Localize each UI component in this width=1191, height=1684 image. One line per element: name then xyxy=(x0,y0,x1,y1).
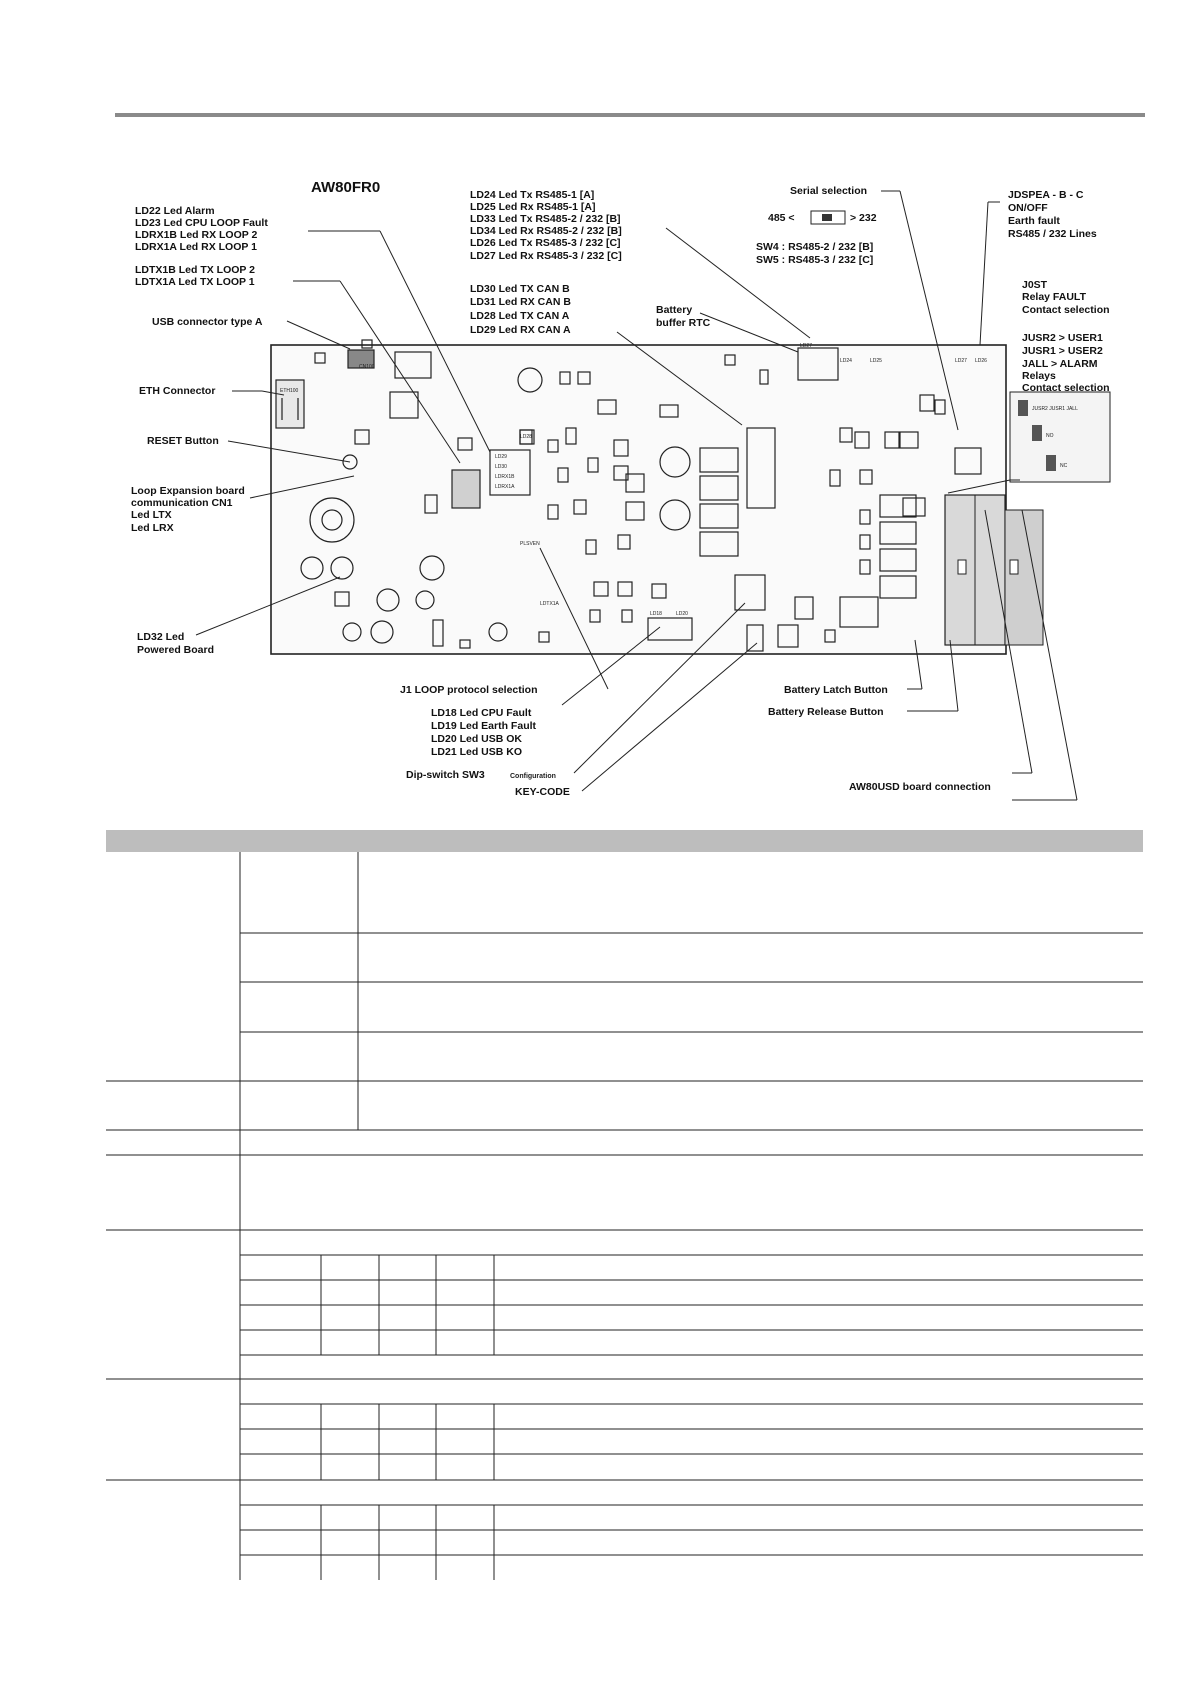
svg-text:NO: NO xyxy=(1046,433,1054,439)
label-battery-latch: Battery Latch Button xyxy=(784,684,888,696)
svg-text:LD28 Led TX CAN A: LD28 Led TX CAN A xyxy=(470,310,570,322)
svg-text:LDTX1B Led TX LOOP 2: LDTX1B Led TX LOOP 2 xyxy=(135,264,255,276)
svg-text:LD22 Led Alarm: LD22 Led Alarm xyxy=(135,205,215,217)
svg-text:LD30: LD30 xyxy=(495,464,507,470)
svg-text:Relays: Relays xyxy=(1022,370,1056,382)
svg-text:Powered Board: Powered Board xyxy=(137,644,215,656)
label-sw5: SW5 : RS485-3 / 232 [C] xyxy=(756,254,874,266)
svg-text:LD29 Led RX CAN A: LD29 Led RX CAN A xyxy=(470,324,571,336)
svg-text:JUSR2 > USER1: JUSR2 > USER1 xyxy=(1022,332,1103,344)
svg-text:JUSR1 > USER2: JUSR1 > USER2 xyxy=(1022,345,1103,357)
label-reset: RESET Button xyxy=(147,435,219,447)
svg-text:LDRX1A Led RX LOOP 1: LDRX1A Led RX LOOP 1 xyxy=(135,241,257,253)
svg-text:NC: NC xyxy=(1060,463,1068,469)
label-j1: J1 LOOP protocol selection xyxy=(400,684,538,696)
svg-text:LD30 Led TX CAN B: LD30 Led TX CAN B xyxy=(470,283,570,295)
svg-text:CN100: CN100 xyxy=(359,364,375,370)
svg-text:ETH100: ETH100 xyxy=(280,388,299,394)
svg-text:LDRX1B: LDRX1B xyxy=(495,474,515,480)
svg-text:JDSPEA - B - C: JDSPEA - B - C xyxy=(1008,189,1084,201)
svg-text:LD27: LD27 xyxy=(800,343,812,349)
svg-text:LD23 Led CPU LOOP Fault: LD23 Led CPU LOOP Fault xyxy=(135,217,268,229)
svg-text:LD18: LD18 xyxy=(650,611,662,617)
svg-text:LD26: LD26 xyxy=(975,358,987,364)
svg-text:LD21 Led USB KO: LD21 Led USB KO xyxy=(431,746,523,758)
svg-text:LD20 Led USB OK: LD20 Led USB OK xyxy=(431,733,523,745)
svg-text:LDTX1A: LDTX1A xyxy=(540,601,559,607)
svg-text:LD29: LD29 xyxy=(495,454,507,460)
svg-text:LD33 Led Tx RS485-2 / 232 [B]: LD33 Led Tx RS485-2 / 232 [B] xyxy=(470,213,621,225)
svg-text:LD24: LD24 xyxy=(840,358,852,364)
svg-text:LD28: LD28 xyxy=(520,434,532,440)
svg-text:LDRX1B Led RX LOOP 2: LDRX1B Led RX LOOP 2 xyxy=(135,229,258,241)
svg-text:LD27 Led Rx RS485-3 / 232 [C]: LD27 Led Rx RS485-3 / 232 [C] xyxy=(470,250,622,262)
svg-text:LD25 Led Rx RS485-1 [A]: LD25 Led Rx RS485-1 [A] xyxy=(470,201,596,213)
svg-text:JALL > ALARM: JALL > ALARM xyxy=(1022,358,1098,370)
svg-text:LD25: LD25 xyxy=(870,358,882,364)
svg-text:Earth fault: Earth fault xyxy=(1008,215,1060,227)
svg-text:PLSVEN: PLSVEN xyxy=(520,541,540,547)
svg-text:JUSR2 JUSR1 JALL: JUSR2 JUSR1 JALL xyxy=(1032,406,1078,412)
label-serial-selection: Serial selection xyxy=(790,185,868,197)
svg-text:Led LRX: Led LRX xyxy=(131,522,174,534)
svg-text:J0ST: J0ST xyxy=(1022,279,1048,291)
label-eth: ETH Connector xyxy=(139,385,216,397)
label-sw4: SW4 : RS485-2 / 232 [B] xyxy=(756,241,874,253)
svg-text:Led LTX: Led LTX xyxy=(131,509,172,521)
svg-text:buffer RTC: buffer RTC xyxy=(656,317,711,329)
svg-text:LD27: LD27 xyxy=(955,358,967,364)
svg-text:Contact selection: Contact selection xyxy=(1022,382,1110,394)
svg-text:communication CN1: communication CN1 xyxy=(131,497,233,509)
svg-text:Relay FAULT: Relay FAULT xyxy=(1022,291,1086,303)
svg-text:LD18 Led CPU Fault: LD18 Led CPU Fault xyxy=(431,707,532,719)
svg-text:485 <: 485 < xyxy=(768,212,795,224)
label-keycode: KEY-CODE xyxy=(515,786,570,798)
svg-text:Contact selection: Contact selection xyxy=(1022,304,1110,316)
svg-text:LDRX1A: LDRX1A xyxy=(495,484,515,490)
svg-text:LD19 Led Earth Fault: LD19 Led Earth Fault xyxy=(431,720,537,732)
svg-text:LDTX1A Led TX LOOP 1: LDTX1A Led TX LOOP 1 xyxy=(135,276,255,288)
label-battery-release: Battery Release Button xyxy=(768,706,884,718)
svg-text:LD26 Led Tx RS485-3 / 232 [C]: LD26 Led Tx RS485-3 / 232 [C] xyxy=(470,237,621,249)
label-usb: USB connector type A xyxy=(152,316,263,328)
svg-text:LD34 Led Rx RS485-2 / 232 [B]: LD34 Led Rx RS485-2 / 232 [B] xyxy=(470,225,622,237)
svg-text:Dip-switch SW3: Dip-switch SW3 xyxy=(406,769,485,781)
svg-text:LD32 Led: LD32 Led xyxy=(137,631,185,643)
svg-text:LD20: LD20 xyxy=(676,611,688,617)
svg-text:Configuration: Configuration xyxy=(510,773,556,780)
label-aw80usd: AW80USD board connection xyxy=(849,781,991,793)
board-title: AW80FR0 xyxy=(311,179,381,196)
svg-text:ON/OFF: ON/OFF xyxy=(1008,202,1048,214)
svg-text:> 232: > 232 xyxy=(850,212,877,224)
svg-text:LD31 Led RX CAN B: LD31 Led RX CAN B xyxy=(470,296,571,308)
svg-text:RS485 / 232 Lines: RS485 / 232 Lines xyxy=(1008,228,1097,240)
svg-text:LD24 Led Tx RS485-1 [A]: LD24 Led Tx RS485-1 [A] xyxy=(470,189,595,201)
svg-text:Battery: Battery xyxy=(656,304,693,316)
svg-text:Loop Expansion board: Loop Expansion board xyxy=(131,485,245,497)
